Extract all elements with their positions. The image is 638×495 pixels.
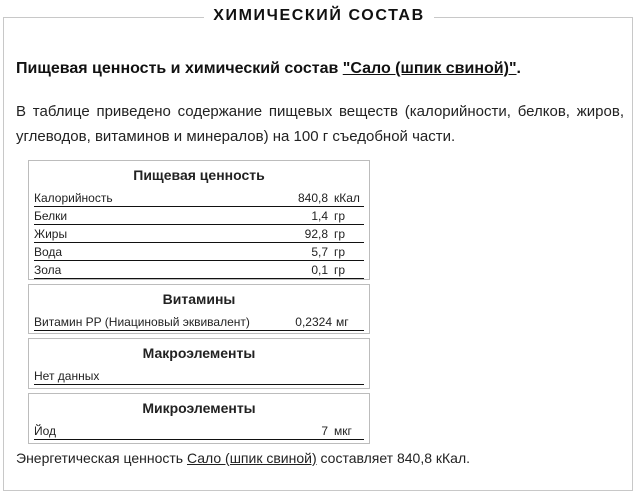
table-row	[34, 367, 364, 385]
table-row	[34, 422, 364, 440]
table-row	[34, 261, 364, 279]
row-unit: гр	[334, 245, 346, 259]
row-name: Белки	[34, 209, 68, 223]
table-row	[34, 243, 364, 261]
row-name: Нет данных	[34, 369, 100, 383]
row-unit: мкг	[334, 424, 352, 438]
macro-title: Макроэлементы	[142, 345, 256, 361]
section-legend	[0, 6, 638, 26]
table-row	[34, 225, 364, 243]
row-unit: гр	[334, 227, 346, 241]
product-link-footer[interactable]: Сало (шпик свиной)	[186, 450, 317, 466]
row-unit: мг	[336, 315, 349, 329]
row-value: 1,4	[311, 209, 328, 223]
row-name: Жиры	[34, 227, 68, 241]
row-value: 7	[321, 424, 328, 438]
row-value: 0,2324	[295, 315, 332, 329]
table-row	[34, 313, 364, 331]
micro-title: Микроэлементы	[142, 400, 256, 416]
page-heading	[16, 60, 521, 78]
row-unit: гр	[334, 263, 346, 277]
row-name: Зола	[34, 263, 62, 277]
table-row	[34, 207, 364, 225]
heading-prefix: Пищевая ценность и химический состав	[16, 60, 343, 77]
vitamins-title: Витамины	[162, 291, 236, 307]
footer-suffix: составляет 840,8 кКал.	[316, 450, 471, 466]
nutrition-table	[28, 160, 370, 280]
row-name: Вода	[34, 245, 63, 259]
row-unit: кКал	[334, 191, 360, 205]
nutrition-title: Пищевая ценность	[133, 167, 265, 183]
vitamins-table	[28, 284, 370, 334]
product-link[interactable]: "Сало (шпик свиной)"	[342, 60, 517, 77]
row-value: 5,7	[311, 245, 328, 259]
row-value: 840,8	[297, 191, 328, 205]
micro-table	[28, 393, 370, 444]
energy-summary	[16, 450, 470, 466]
row-value: 92,8	[304, 227, 328, 241]
heading-suffix: .	[516, 60, 521, 77]
intro-text: В таблице приведено содержание пищевых веществ (калорийности, белков, жиров, углеводов, витаминов и минералов) на 100 г съедобной части.	[16, 103, 624, 145]
row-name: Йод	[34, 424, 57, 438]
row-name: Калорийность	[34, 191, 113, 205]
row-value: 0,1	[311, 263, 328, 277]
row-unit: гр	[334, 209, 346, 223]
footer-prefix: Энергетическая ценность	[16, 450, 187, 466]
row-name: Витамин PP (Ниациновый эквивалент)	[34, 315, 250, 329]
section-title: ХИМИЧЕСКИЙ СОСТАВ	[204, 7, 434, 24]
macro-table	[28, 338, 370, 389]
table-row	[34, 189, 364, 207]
row-unit	[328, 368, 364, 384]
